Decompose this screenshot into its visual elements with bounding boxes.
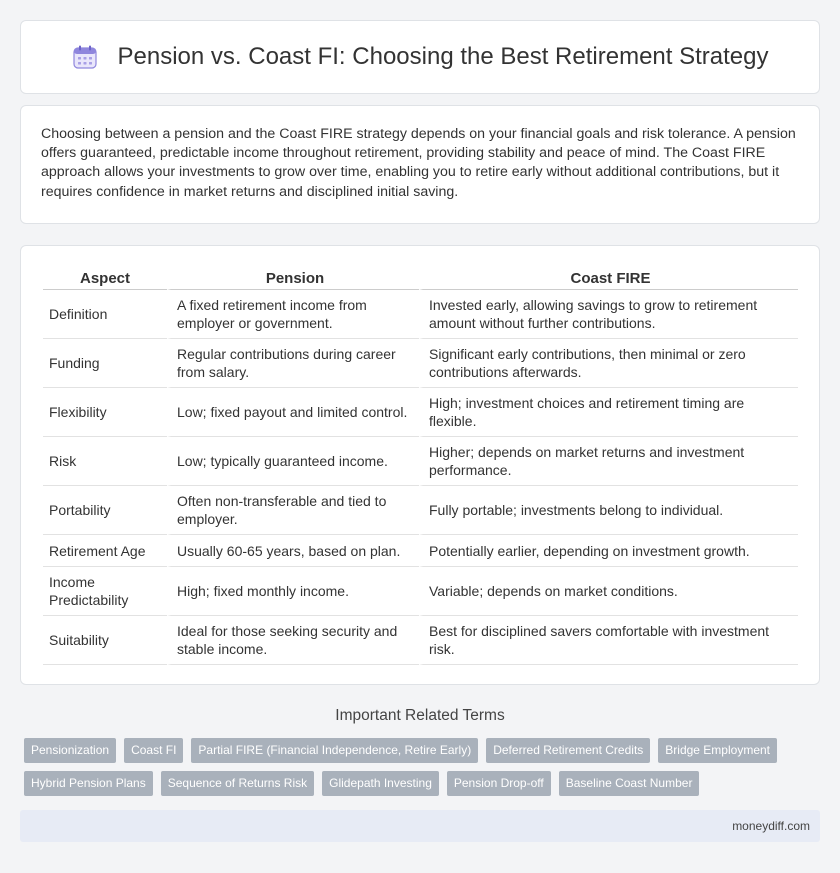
cell-pension: Usually 60-65 years, based on plan. [167, 535, 419, 567]
title-wrap [72, 43, 769, 71]
cell-coast-fire: Invested early, allowing savings to grow to retirement amount without further contributions. [419, 290, 798, 339]
intro-paragraph: Choosing between a pension and the Coast FIRE strategy depends on your financial goals and risk tolerance. A pension offers guaranteed, predictable income throughout retirement, providing stability and peace of mind. The Coast FIRE approach allows your investments to grow over time, enabling you to retire early without additional contributions, but it requires confidence in market returns and disciplined initial saving. [41, 126, 796, 200]
tag-row [24, 738, 816, 763]
page-title: Pension vs. Coast FI: Choosing the Best Retirement Strategy [117, 43, 769, 70]
cell-pension: A fixed retirement income from employer or government. [167, 290, 419, 339]
cell-aspect: Suitability [43, 616, 167, 665]
table-row [43, 388, 798, 437]
tag-deferred-retirement-credits[interactable]: Deferred Retirement Credits [486, 738, 650, 763]
tag-partial-fire[interactable]: Partial FIRE (Financial Independence, Retire Early) [191, 738, 478, 763]
table-row [43, 437, 798, 486]
table-row [43, 339, 798, 388]
tag-sequence-of-returns-risk[interactable]: Sequence of Returns Risk [161, 771, 314, 796]
cell-pension: High; fixed monthly income. [167, 567, 419, 616]
tag-pension-drop-off[interactable]: Pension Drop-off [447, 771, 551, 796]
cell-pension: Low; typically guaranteed income. [167, 437, 419, 486]
related-terms-title: Important Related Terms [335, 707, 505, 724]
footer-site[interactable]: moneydiff.com [732, 819, 810, 833]
tag-row [24, 771, 816, 796]
cell-aspect: Definition [43, 290, 167, 339]
footer [20, 810, 820, 842]
tag-coast-fi[interactable]: Coast FI [124, 738, 183, 763]
comparison-table [43, 266, 798, 665]
cell-coast-fire: Variable; depends on market conditions. [419, 567, 798, 616]
cell-coast-fire: Fully portable; investments belong to individual. [419, 486, 798, 535]
table-row [43, 290, 798, 339]
intro-card [20, 105, 820, 224]
cell-pension: Often non-transferable and tied to employer. [167, 486, 419, 535]
comparison-card [20, 245, 820, 685]
cell-pension: Ideal for those seeking security and stable income. [167, 616, 419, 665]
table-row [43, 486, 798, 535]
cell-aspect: Risk [43, 437, 167, 486]
cell-aspect: Income Predictability [43, 567, 167, 616]
related-terms-list [24, 738, 816, 804]
cell-coast-fire: Potentially earlier, depending on investment growth. [419, 535, 798, 567]
table-row [43, 616, 798, 665]
cell-aspect: Portability [43, 486, 167, 535]
tag-bridge-employment[interactable]: Bridge Employment [658, 738, 777, 763]
calendar-icon [72, 44, 98, 70]
cell-aspect: Flexibility [43, 388, 167, 437]
tag-hybrid-pension-plans[interactable]: Hybrid Pension Plans [24, 771, 153, 796]
tag-glidepath-investing[interactable]: Glidepath Investing [322, 771, 439, 796]
tag-pensionization[interactable]: Pensionization [24, 738, 116, 763]
cell-coast-fire: Significant early contributions, then minimal or zero contributions afterwards. [419, 339, 798, 388]
cell-aspect: Funding [43, 339, 167, 388]
header-card [20, 20, 820, 94]
table-row [43, 535, 798, 567]
cell-coast-fire: Best for disciplined savers comfortable with investment risk. [419, 616, 798, 665]
header-coast-fire: Coast FIRE [419, 266, 798, 290]
header-pension: Pension [167, 266, 419, 290]
cell-pension: Regular contributions during career from salary. [167, 339, 419, 388]
cell-aspect: Retirement Age [43, 535, 167, 567]
cell-coast-fire: High; investment choices and retirement timing are flexible. [419, 388, 798, 437]
header-aspect: Aspect [43, 266, 167, 290]
cell-pension: Low; fixed payout and limited control. [167, 388, 419, 437]
cell-coast-fire: Higher; depends on market returns and investment performance. [419, 437, 798, 486]
table-row [43, 567, 798, 616]
tag-baseline-coast-number[interactable]: Baseline Coast Number [559, 771, 700, 796]
